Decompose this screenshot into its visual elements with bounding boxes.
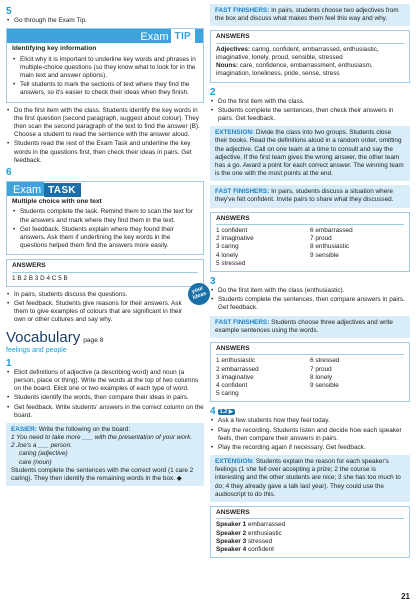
easier-example-2: 2 Joe's a ___ person. <box>11 442 72 450</box>
exam-tip-banner <box>7 29 203 43</box>
easier-end-text: Students complete the sentences with the correct word (1 care 2 caring). They then identify the remaining words in the box. ◆ <box>11 466 194 483</box>
bullet-item: • Students identify the words, then compare their ideas in pairs. <box>6 394 204 402</box>
answer-row: Speaker 3 stressed <box>216 537 273 545</box>
answer-row: Speaker 4 confident <box>216 546 274 553</box>
task-item: • Get feedback. Students explain where they found their answers. Ask them if underlining the key words in the questions helped them find the answers more easily. <box>12 226 198 251</box>
exam-tip-box <box>6 28 204 102</box>
bullet-item: • Do the first item with the class (enthusiastic). <box>210 287 410 295</box>
answers-box-3 <box>210 342 410 402</box>
fast-finishers-1 <box>210 4 410 26</box>
answers-heading: ANSWERS <box>216 215 404 225</box>
fast-finishers-3 <box>210 316 410 338</box>
answer-item: 9 sensible <box>310 381 339 389</box>
vocabulary-title: Vocabulary <box>6 328 81 346</box>
easier-example-1: 1 You need to take more ___ with the presentation of your work. <box>11 434 193 442</box>
answer-item: 2 embarrassed <box>216 365 259 373</box>
extension-text: Divide the class into two groups. Students close their books. Read the definitions aloud in a random order, omitting the adjective. Call on one team at a time to consult and say the adjective. If the first team gives the wrong answer, the other team has a go. Award a point for each correct answer. The winning team is the one with the most points at the end. <box>215 129 404 178</box>
section-4-bullets <box>210 417 410 452</box>
easier-example-2b: care (noun) <box>19 458 52 466</box>
tip-item: • Elicit why it is important to underline key words and phrases in multiple-choice questions (so they know what to look for in the main text and answer options). <box>12 56 198 81</box>
left-column <box>6 4 208 490</box>
adjectives-list: caring, confident, embarrassed, enthusiastic, imaginative, lonely, proud, sensible, stressed <box>216 45 379 61</box>
answer-item: 8 enthusiastic <box>310 243 350 251</box>
answer-item: 7 proud <box>310 365 332 373</box>
answers-heading: ANSWERS <box>216 345 404 355</box>
extension-tag: EXTENSION: <box>215 458 255 466</box>
answer-item: 9 sensible <box>310 251 339 259</box>
section-number-4: 4 1.2 ▶ <box>210 406 233 418</box>
answer-item: 1 enthusiastic <box>216 357 256 365</box>
fast-finishers-text: Students choose three adjectives and write example sentences using the words. <box>215 318 393 334</box>
bullet-item: • Do the first item with the class. <box>210 98 410 106</box>
answer-item: 5 stressed <box>216 259 246 267</box>
exam-task-banner <box>7 182 203 196</box>
section-2-bullets <box>210 98 410 124</box>
section-number-6: 6 <box>6 166 12 178</box>
vocabulary-heading <box>6 328 204 347</box>
answers-line: 1 B 2 B 3 D 4 C 5 B <box>12 274 68 282</box>
vocabulary-subtitle: feelings and people <box>6 346 67 354</box>
exam-task-box <box>6 181 204 255</box>
section-3-bullets <box>210 287 410 313</box>
easier-callout <box>6 423 204 486</box>
bullet-item: • Students complete the sentences, then check their answers in pairs. Get feedback. <box>210 107 410 123</box>
answer-item: 5 caring <box>216 390 239 398</box>
answer-item: 8 lonely <box>310 373 333 381</box>
answer-row: Speaker 2 enthusiastic <box>216 529 282 537</box>
answers-heading: ANSWERS <box>12 262 198 272</box>
exam-task-heading: Multiple choice with one text <box>12 197 102 205</box>
answer-item: 4 confident <box>216 381 248 389</box>
bullet-item: • Students read the rest of the Exam Task and underline the key words in the questions first, then check their ideas in pairs. Get feedback. <box>6 140 204 165</box>
exam-task-bold: TASK <box>44 183 81 197</box>
easier-example-2a: caring (adjective) <box>19 450 68 458</box>
answer-item: 4 lonely <box>216 251 239 259</box>
section-5-after <box>6 107 204 165</box>
your-ideas-badge: your ideas <box>185 280 213 308</box>
answer-item: 2 imaginative <box>216 235 254 243</box>
answer-row: Speaker 1 embarrassed <box>216 521 286 529</box>
exam-tip-bold: TIP <box>171 29 195 43</box>
answer-item: 6 stressed <box>310 357 340 365</box>
extension-text: Students explain the reason for each speaker's feelings (1 she fell over accepting a prize; 2 the course is interesting and the other students are nice; 3 she has too much to do; 4 they already gave a talk last year). They could use the audioscript to do this. <box>215 458 401 498</box>
answers-box-6 <box>6 259 204 287</box>
bullet-item: • Play the recording. Students listen and decide how each speaker feels, then compare their answers in pairs. <box>210 427 410 443</box>
fast-finishers-text: In pairs, students discuss a situation where they've felt confident. Invite pairs to share what they discussed. <box>215 188 394 204</box>
right-column <box>210 4 410 562</box>
easier-tag: EASIER: <box>11 425 37 433</box>
fast-finishers-tag: FAST FINISHERS: <box>215 318 270 326</box>
vocabulary-page-ref: page 8 <box>83 336 104 344</box>
answers-heading: ANSWERS <box>216 509 404 519</box>
answers-box-4 <box>210 506 410 558</box>
answer-item: 3 caring <box>216 243 239 251</box>
bullet-item: • Do the first item with the class. Students identify the key words in the first question (second paragraph, suggest about colour). They then scan the second paragraph of the text to find the answer (B). Choose a student to read the sentence with the answer aloud. <box>6 107 204 140</box>
exam-tip-word: Exam <box>140 31 169 44</box>
nouns-list: care, confidence, embarrassment, enthusiasm, imagination, loneliness, pride, sense, stress <box>216 62 373 78</box>
answers-heading: ANSWERS <box>216 33 404 43</box>
exam-tip-heading: Identifying key information <box>12 45 97 53</box>
vocab-bullets <box>6 369 204 420</box>
section-number-5: 5 <box>6 6 12 17</box>
fast-finishers-tag: FAST FINISHERS: <box>215 7 270 14</box>
fast-finishers-text: In pairs, students choose two adjectives from the box and discuss what makes them feel this way and why. <box>215 7 399 23</box>
bullet-item: • Get feedback. Students give reasons for their answers. Ask them to give examples of colours that are significant in their own or other cultures and say why. <box>6 300 186 325</box>
your-ideas-section <box>6 285 208 325</box>
adjectives-label: Adjectives: <box>216 45 251 53</box>
bullet-item: • Elicit definitions of adjective (a describing word) and noun (a person, place or thing). Write the words at the top of two columns on the board. Elicit one or two examples of each type of word. <box>6 369 204 394</box>
nouns-label: Nouns: <box>216 62 239 70</box>
extension-2 <box>210 455 410 502</box>
section-number-1: 1 <box>6 357 12 369</box>
answer-item: 1 confident <box>216 227 248 235</box>
bullet-item: • Play the recording again if necessary. Get feedback. <box>210 444 410 452</box>
audio-track-badge: 1.2 ▶ <box>219 408 233 415</box>
task-item: • Students complete the task. Remind them to scan the text for the answers and mark where they find them in the text. <box>12 208 198 224</box>
extension-1 <box>210 126 410 181</box>
answers-box-2 <box>210 212 410 272</box>
bullet-item: • Go through the Exam Tip. <box>6 17 204 25</box>
tip-item: • Tell students to mark the sections of text where they find the answers, so it's easier to check their ideas when they finish. <box>12 81 198 97</box>
bullet-item: • In pairs, students discuss the questions. <box>6 291 186 299</box>
answer-item: 6 embarrassed <box>310 227 353 235</box>
easier-text: Write the following on the board: <box>36 425 131 433</box>
section-number-3: 3 <box>210 276 216 287</box>
bullet-item: • Students complete the sentences, then compare answers in pairs. Get feedback. <box>210 296 410 312</box>
extension-tag: EXTENSION: <box>215 129 255 137</box>
page-number: 21 <box>401 591 410 601</box>
exam-task-word: Exam <box>7 182 44 196</box>
fast-finishers-tag: FAST FINISHERS: <box>215 188 270 196</box>
fast-finishers-2 <box>210 185 410 207</box>
section-5-bullets <box>6 17 204 25</box>
answer-item: 3 imaginative <box>216 373 254 381</box>
answer-item: 7 proud <box>310 235 332 243</box>
bullet-item: • Ask a few students how they feel today. <box>210 417 410 425</box>
bullet-item: • Get feedback. Write students' answers in the correct column on the board. <box>6 404 204 420</box>
answers-box-1 <box>210 30 410 82</box>
section-number-2: 2 <box>210 86 216 98</box>
